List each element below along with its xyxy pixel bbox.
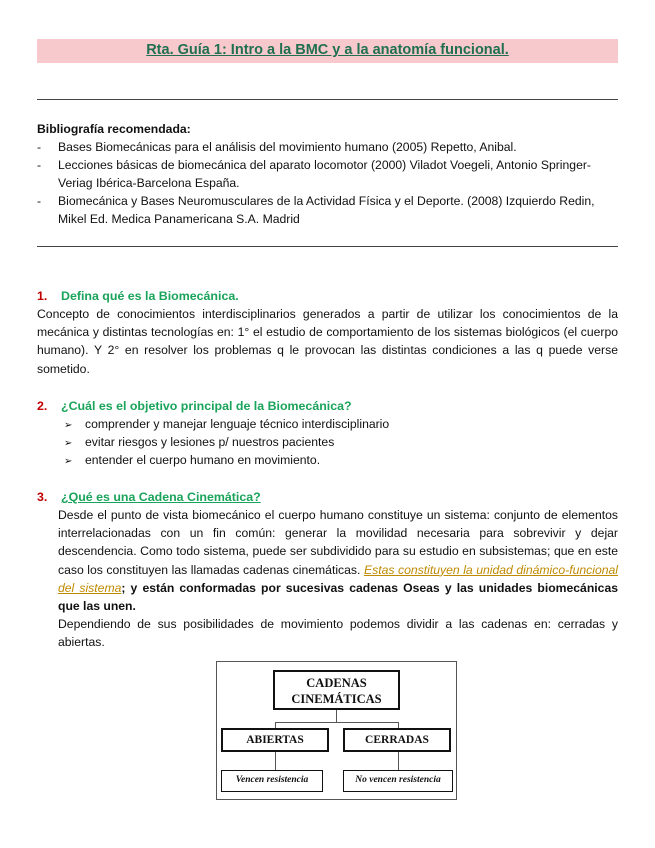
question-number: 3. [37,490,48,504]
divider-bottom [37,246,618,247]
question-text: Defina qué es la Biomecánica. [61,289,239,303]
connector-line [398,752,399,770]
connector-line [275,752,276,770]
list-item [64,451,320,471]
diagram-closed-box: CERRADAS [343,728,451,752]
question-text: ¿Qué es una Cadena Cinemática? [61,490,261,504]
connector-line [275,722,399,723]
question-text: ¿Cuál es el objetivo principal de la Biomecánica? [61,399,352,413]
divider-top [37,99,618,100]
diagram-root-label: CADENAS [306,676,367,690]
bibliography-text: Lecciones básicas de biomecánica del aparato locomotor (2000) Viladot Voegeli, Antonio Springer-Veriag Ibérica-Barcelona España. [58,158,591,190]
diagram-root-box [273,670,400,710]
bibliography-item [37,138,618,156]
diagram-closed-sub-box: No vencen resistencia [343,770,453,792]
list-dash: - [37,140,42,154]
bibliography-item [37,156,618,192]
answer-3 [58,506,618,615]
bibliography-heading: Bibliografía recomendada: [37,122,191,136]
list-item-text: evitar riesgos y lesiones p/ nuestros pacientes [85,435,335,449]
arrow-bullet-icon: ➢ [64,438,73,449]
bibliography-text: Biomecánica y Bases Neuromusculares de la Actividad Física y el Deporte. (2008) Izquierdo Redin, Mikel Ed. Medica Panamericana S.A. Madrid [58,194,595,226]
bibliography-text: Bases Biomecánicas para el análisis del movimiento humano (2005) Repetto, Anibal. [58,140,517,154]
diagram-root-label: CINEMÁTICAS [291,692,382,706]
page-title: Rta. Guía 1: Intro a la BMC y a la anatomía funcional. [146,42,509,58]
answer-3-continued: Dependiendo de sus posibilidades de movimiento podemos dividir a las cadenas en: cerradas y abiertas. [58,617,618,650]
answer-text: Desde el punto de vista biomecánico el cuerpo humano constituye un sistema: conjunto de elementos interrelacionadas con un fin común: generar la movilidad necesaria para sobrevivir y dejar descendencia. Como todo sistema, puede ser subdividido para su estudio en subsistemas; que en este caso los constituyen las llamadas cadenas cinemáticas. [58,508,618,577]
diagram-open-sub-box: Vencen resistencia [221,770,323,792]
list-item [64,415,389,435]
arrow-bullet-icon: ➢ [64,456,73,467]
kinematic-chain-diagram [216,661,457,800]
list-dash: - [37,194,42,208]
question-number: 1. [37,289,48,303]
connector-line [336,710,337,722]
question-2 [37,397,352,415]
list-dash: - [37,158,42,172]
list-item-text: comprender y manejar lenguaje técnico interdisciplinario [85,417,390,431]
highlighted-link-text[interactable]: Estas constituyen la unidad dinámico-funcional del sistema [58,562,618,595]
question-number: 2. [37,399,48,413]
bibliography-item [37,192,618,228]
list-item-text: entender el cuerpo humano en movimiento. [85,453,321,467]
question-1 [37,287,239,305]
title-bar [37,39,618,63]
list-item [64,433,334,453]
diagram-open-box: ABIERTAS [221,728,329,752]
answer-text: ; y están conformadas por sucesivas cadenas Oseas y las unidades biomecánicas que las unen. [58,580,619,614]
arrow-bullet-icon: ➢ [64,420,73,431]
question-3 [37,488,261,506]
answer-1: Concepto de conocimientos interdisciplinarios generados a partir de utilizar los conocimientos de la mecánica y distintas tecnologías en: 1° el estudio de comportamiento de los sistemas biológicos (el cuerpo humano). Y 2° en resolver los problemas q le provocan las distintas condiciones a las q puede verse sometido. [37,307,618,376]
